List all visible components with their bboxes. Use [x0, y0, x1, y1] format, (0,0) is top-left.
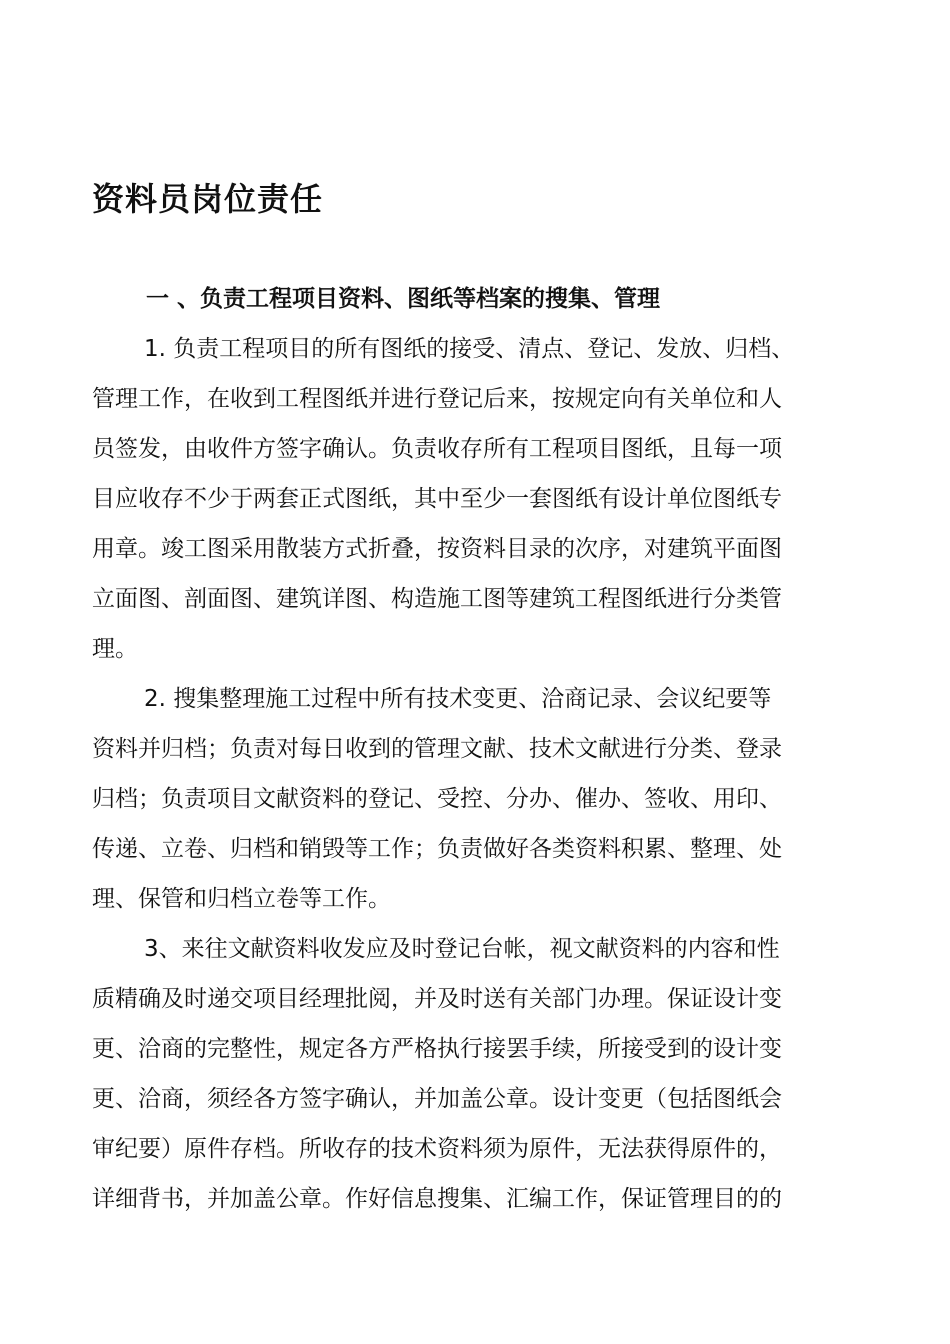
- paragraph-line: 1. 负责工程项目的所有图纸的接受、清点、登记、发放、归档、: [144, 336, 795, 362]
- paragraph-line: 传递、立卷、归档和销毁等工作；负责做好各类资料积累、整理、处: [92, 836, 782, 862]
- paragraph-line: 员签发，由收件方签字确认。负责收存所有工程项目图纸，且每一项: [92, 436, 782, 462]
- document-title: 资料员岗位责任: [92, 180, 324, 218]
- paragraph-line: 质精确及时递交项目经理批阅，并及时送有关部门办理。保证设计变: [92, 986, 782, 1012]
- paragraph-line: 理。: [92, 636, 138, 662]
- paragraph-line: 归档；负责项目文献资料的登记、受控、分办、催办、签收、用印、: [92, 786, 782, 812]
- paragraph-line: 更、洽商，须经各方签字确认，并加盖公章。设计变更（包括图纸会: [92, 1086, 782, 1112]
- paragraph-line: 管理工作，在收到工程图纸并进行登记后来，按规定向有关单位和人: [92, 386, 782, 412]
- paragraph-line: 立面图、剖面图、建筑详图、构造施工图等建筑工程图纸进行分类管: [92, 586, 782, 612]
- paragraph-line: 更、洽商的完整性，规定各方严格执行接罢手续，所接受到的设计变: [92, 1036, 782, 1062]
- paragraph-line: 理、保管和归档立卷等工作。: [92, 886, 391, 912]
- paragraph-line: 资料并归档；负责对每日收到的管理文献、技术文献进行分类、登录: [92, 736, 782, 762]
- paragraph-line: 3、来往文献资料收发应及时登记台帐，视文献资料的内容和性: [144, 936, 780, 962]
- paragraph-line: 详细背书，并加盖公章。作好信息搜集、汇编工作，保证管理目的的: [92, 1186, 782, 1212]
- paragraph-line: 审纪要）原件存档。所收存的技术资料须为原件，无法获得原件的，: [92, 1136, 782, 1162]
- paragraph-line: 目应收存不少于两套正式图纸，其中至少一套图纸有设计单位图纸专: [92, 486, 782, 512]
- paragraph-line: 2. 搜集整理施工过程中所有技术变更、洽商记录、会议纪要等: [144, 686, 772, 712]
- section-heading: 一 、负责工程项目资料、图纸等档案的搜集、管理: [146, 286, 661, 312]
- paragraph-line: 用章。竣工图采用散装方式折叠，按资料目录的次序，对建筑平面图: [92, 536, 782, 562]
